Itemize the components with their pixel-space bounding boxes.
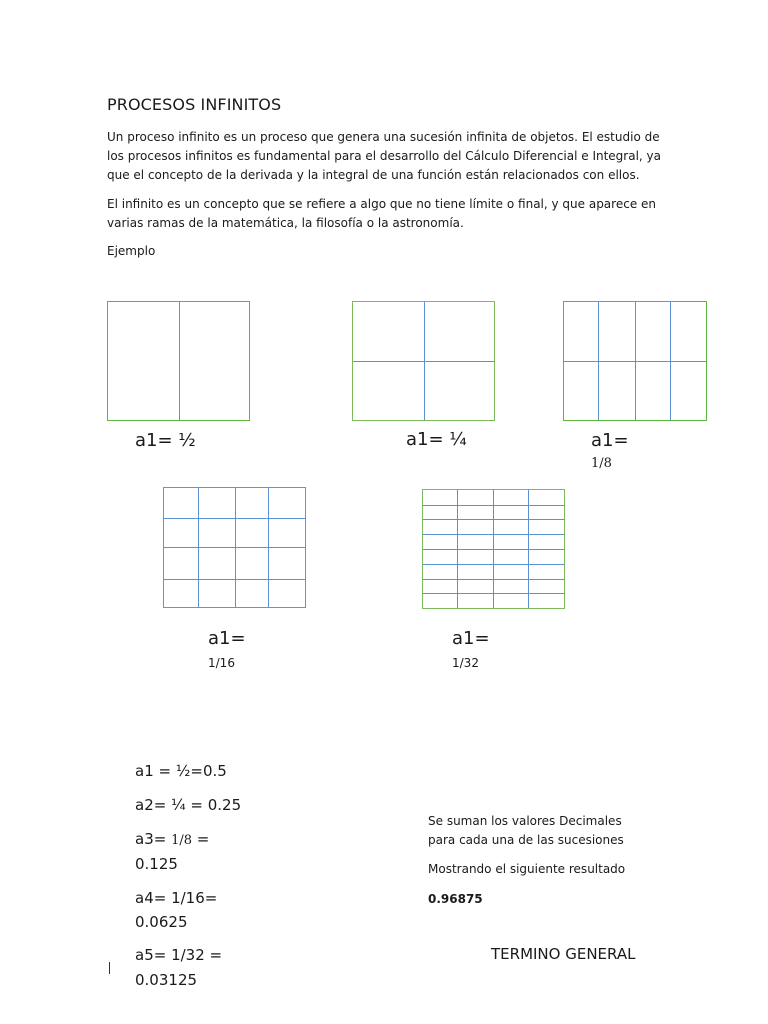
figure-label-half: a1= ½ [135,430,196,451]
result-value: 0.96875 [428,892,483,906]
figure-grid-quarter [352,301,495,421]
example-label: Ejemplo [107,244,156,258]
paragraph-definition: Un proceso infinito es un proceso que genera una sucesión infinita de objetos. El estudio de los procesos infinitos es fundamental para el desarrollo del Cálculo Diferencial e Integral, ya que el concepto de la derivada y la integral de una función están relacionados con ellos. [107,130,662,182]
document-title: PROCESOS INFINITOS [107,95,282,114]
figure-grid-sixteenth [163,487,306,608]
figure-label-quarter: a1= ¼ [406,429,467,450]
figure-label-thirtysecond: a1= [452,628,490,649]
calc-a4-value: 0.0625 [135,913,188,931]
termino-general-heading: TERMINO GENERAL [491,945,636,963]
figure-fraction-thirtysecond: 1/32 [452,656,479,670]
calc-a3-fraction: 1/8 [171,833,193,848]
figure-fraction-sixteenth: 1/16 [208,656,235,670]
calc-a4: a4= 1/16= [135,889,218,907]
note-line-3: Mostrando el siguiente resultado [428,862,626,876]
paragraph-infinity: El infinito es un concepto que se refiere a algo que no tiene límite o final, y que aparece en varias ramas de la matemática, la filosofía o la astronomía. [107,197,656,230]
figure-label-eighth: a1= [591,430,629,451]
figure-label-sixteenth: a1= [208,628,246,649]
note-line-1: Se suman los valores Decimales [428,814,622,828]
calc-a5: a5= 1/32 = [135,946,223,964]
calc-a3-suffix: = [196,830,210,848]
calc-a2: a2= ¼ = 0.25 [135,796,242,814]
figure-grid-half [107,301,250,421]
calc-a5-value: 0.03125 [135,971,198,989]
calc-a3 [135,828,209,852]
calc-a1: a1 = ½=0.5 [135,762,227,780]
figure-grid-thirtysecond [422,489,565,609]
figure-fraction-eighth: 1/8 [591,456,612,471]
text-cursor [109,962,110,974]
calc-a3-prefix: a3= [135,830,167,848]
figure-grid-eighth [563,301,707,421]
calc-a3-value: 0.125 [135,855,178,873]
note-line-2: para cada una de las sucesiones [428,833,624,847]
